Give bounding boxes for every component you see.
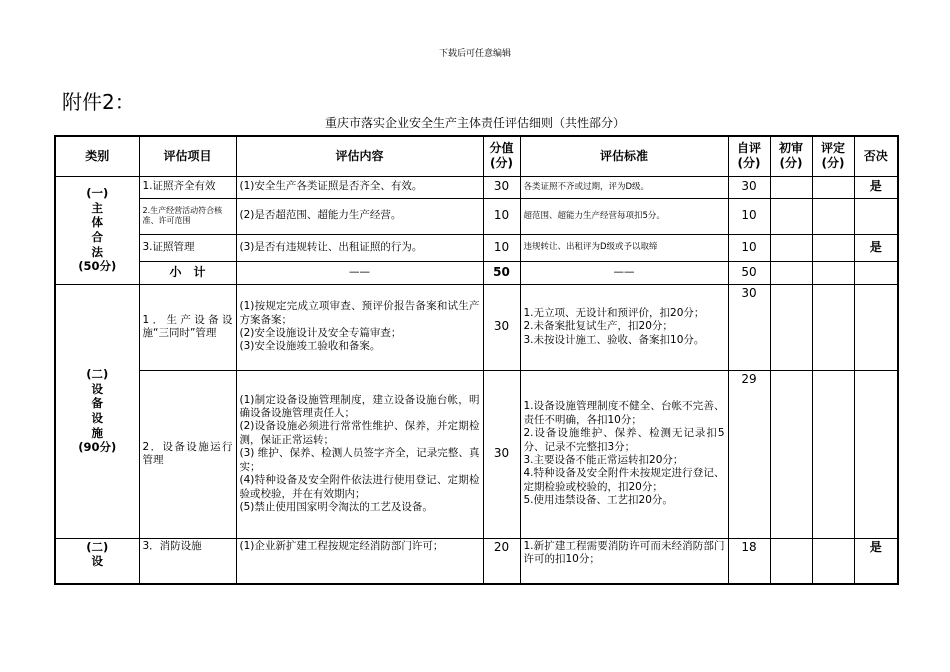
table-row bbox=[55, 234, 898, 261]
score-cell: 10 bbox=[483, 234, 520, 261]
content-line: (2)安全设施设计及安全专篇审查； bbox=[239, 327, 402, 339]
veto-cell bbox=[854, 198, 898, 234]
initial-score-cell bbox=[770, 538, 812, 584]
category-line: (一) bbox=[86, 185, 109, 200]
category-cell bbox=[55, 538, 139, 584]
category-line: (90分) bbox=[78, 440, 117, 455]
header-item: 评估项目 bbox=[139, 136, 236, 176]
subtotal-initial bbox=[770, 261, 812, 284]
content-line: (1)企业新扩建工程按规定经消防部门许可； bbox=[239, 539, 444, 552]
table-row bbox=[55, 538, 898, 584]
standard-line: 1.设备设施管理制度不健全、台帐不完善、责任不明确，各扣10分； bbox=[523, 400, 725, 426]
item-cell: 1．生产设备设施“三同时”管理 bbox=[139, 284, 236, 370]
item-cell: 1.证照齐全有效 bbox=[139, 176, 236, 198]
subtotal-veto bbox=[854, 261, 898, 284]
standard-cell: 违规转让、出租评为D级或予以取缔 bbox=[520, 234, 728, 261]
score-cell: 10 bbox=[483, 198, 520, 234]
table-row bbox=[55, 370, 898, 538]
self-score-cell: 29 bbox=[728, 370, 770, 538]
standard-line: 2.未备案批复试生产，扣20分； bbox=[523, 320, 673, 333]
content-line: (2)设备设施必须进行常常性维护、保养，并定期检测，保证正常运转； bbox=[239, 420, 480, 446]
header-content: 评估内容 bbox=[236, 136, 483, 176]
content-cell bbox=[236, 538, 483, 584]
subtotal-final bbox=[812, 261, 854, 284]
subtotal-score: 50 bbox=[483, 261, 520, 284]
category-line: 设 bbox=[91, 381, 103, 396]
self-score-cell: 30 bbox=[728, 284, 770, 370]
item-cell: 2.生产经营活动符合核准、许可范围 bbox=[139, 198, 236, 234]
table-row bbox=[55, 284, 898, 370]
category-line: (二) bbox=[86, 539, 109, 554]
top-note: 下载后可任意编辑 bbox=[438, 49, 511, 59]
veto-cell bbox=[854, 370, 898, 538]
self-score-cell: 10 bbox=[728, 234, 770, 261]
category-line: 设 bbox=[91, 554, 103, 569]
final-score-cell bbox=[812, 198, 854, 234]
content-line: (3)安全设施竣工验收和备案。 bbox=[239, 340, 381, 353]
item-cell: 3．消防设施 bbox=[139, 538, 236, 584]
category-line: 法 bbox=[91, 244, 103, 259]
score-cell: 20 bbox=[483, 538, 520, 584]
final-score-cell bbox=[812, 370, 854, 538]
standard-cell: 各类证照不齐或过期，评为D级。 bbox=[520, 176, 728, 198]
header-self: 自评 (分) bbox=[728, 136, 770, 176]
category-line: 施 bbox=[91, 425, 103, 440]
content-cell: (3)是否有违规转让、出租证照的行为。 bbox=[236, 234, 483, 261]
initial-score-cell bbox=[770, 234, 812, 261]
subtotal-content: —— bbox=[236, 261, 483, 284]
content-cell: (2)是否超范围、超能力生产经营。 bbox=[236, 198, 483, 234]
category-line: 合 bbox=[91, 230, 103, 244]
score-cell: 30 bbox=[483, 176, 520, 198]
final-score-cell bbox=[812, 176, 854, 198]
subtotal-self-score: 50 bbox=[728, 261, 770, 284]
subtotal-row bbox=[55, 261, 898, 284]
category-line: (二) bbox=[86, 366, 109, 381]
category-line: 主 bbox=[91, 200, 103, 215]
subtotal-label: 小 计 bbox=[139, 261, 236, 284]
header-category: 类别 bbox=[55, 136, 139, 176]
header-standard: 评估标准 bbox=[520, 136, 728, 176]
evaluation-table bbox=[54, 135, 899, 585]
subtotal-standard: —— bbox=[520, 261, 728, 284]
standard-line: 1.新扩建工程需要消防许可而未经消防部门许可的扣10分； bbox=[523, 539, 725, 565]
content-cell bbox=[236, 284, 483, 370]
standard-line: 3.主要设备不能正常运转扣20分； bbox=[523, 454, 684, 466]
content-line: (1)按规定完成立项审查、预评价报告备案和试生产方案备案； bbox=[239, 300, 480, 326]
content-cell bbox=[236, 370, 483, 538]
veto-cell: 是 bbox=[854, 538, 898, 584]
category-line: (50分) bbox=[78, 259, 117, 274]
item-cell: 2．设备设施运行管理 bbox=[139, 370, 236, 538]
header-initial: 初审 (分) bbox=[770, 136, 812, 176]
category-cell bbox=[55, 176, 139, 284]
veto-cell bbox=[854, 284, 898, 370]
standard-cell: 超范围、超能力生产经营每项扣5分。 bbox=[520, 198, 728, 234]
annex-label: 附件2： bbox=[62, 90, 135, 114]
initial-score-cell bbox=[770, 370, 812, 538]
content-line: (1)制定设备设施管理制度，建立设备设施台帐，明确设备设施管理责任人； bbox=[239, 393, 480, 419]
standard-line: 5.使用违禁设备、工艺扣20分。 bbox=[523, 494, 673, 507]
standard-line: 1.无立项、无设计和预评价，扣20分； bbox=[523, 306, 705, 319]
initial-score-cell bbox=[770, 284, 812, 370]
header-final: 评定 (分) bbox=[812, 136, 854, 176]
table-row bbox=[55, 176, 898, 198]
header-veto: 否决 bbox=[854, 136, 898, 176]
score-cell: 30 bbox=[483, 284, 520, 370]
self-score-cell: 30 bbox=[728, 176, 770, 198]
veto-cell: 是 bbox=[854, 234, 898, 261]
category-line: 体 bbox=[91, 215, 103, 230]
standard-line: 3.未按设计施工、验收、备案扣10分。 bbox=[523, 333, 705, 346]
standard-line: 2.设备设施维护、保养、检测无记录扣5分、记录不完整扣3分； bbox=[523, 427, 725, 453]
standard-line: 4.特种设备及安全附件未按规定进行登记、定期检验或校验的，扣20分； bbox=[523, 467, 725, 493]
self-score-cell: 18 bbox=[728, 538, 770, 584]
score-cell: 30 bbox=[483, 370, 520, 538]
table-row bbox=[55, 198, 898, 234]
document-title: 重庆市落实企业安全生产主体责任评估细则（共性部分） bbox=[324, 116, 625, 130]
category-line: 设 bbox=[91, 411, 103, 425]
category-line: 备 bbox=[91, 396, 103, 411]
self-score-cell: 10 bbox=[728, 198, 770, 234]
category-cell bbox=[55, 284, 139, 538]
header-row bbox=[55, 136, 898, 176]
standard-cell bbox=[520, 538, 728, 584]
content-line: (5)禁止使用国家明令淘汰的工艺及设备。 bbox=[239, 501, 433, 514]
content-line: (4)特种设备及安全附件依法进行使用登记、定期检验或校验，并在有效期内； bbox=[239, 474, 480, 500]
initial-score-cell bbox=[770, 176, 812, 198]
veto-cell: 是 bbox=[854, 176, 898, 198]
content-line: (3) 维护、保养、检测人员签字齐全，记录完整、真实； bbox=[239, 447, 480, 473]
item-cell: 3.证照管理 bbox=[139, 234, 236, 261]
header-score: 分值 (分) bbox=[483, 136, 520, 176]
final-score-cell bbox=[812, 234, 854, 261]
standard-cell bbox=[520, 370, 728, 538]
final-score-cell bbox=[812, 538, 854, 584]
initial-score-cell bbox=[770, 198, 812, 234]
standard-cell bbox=[520, 284, 728, 370]
final-score-cell bbox=[812, 284, 854, 370]
content-cell: (1)安全生产各类证照是否齐全、有效。 bbox=[236, 176, 483, 198]
